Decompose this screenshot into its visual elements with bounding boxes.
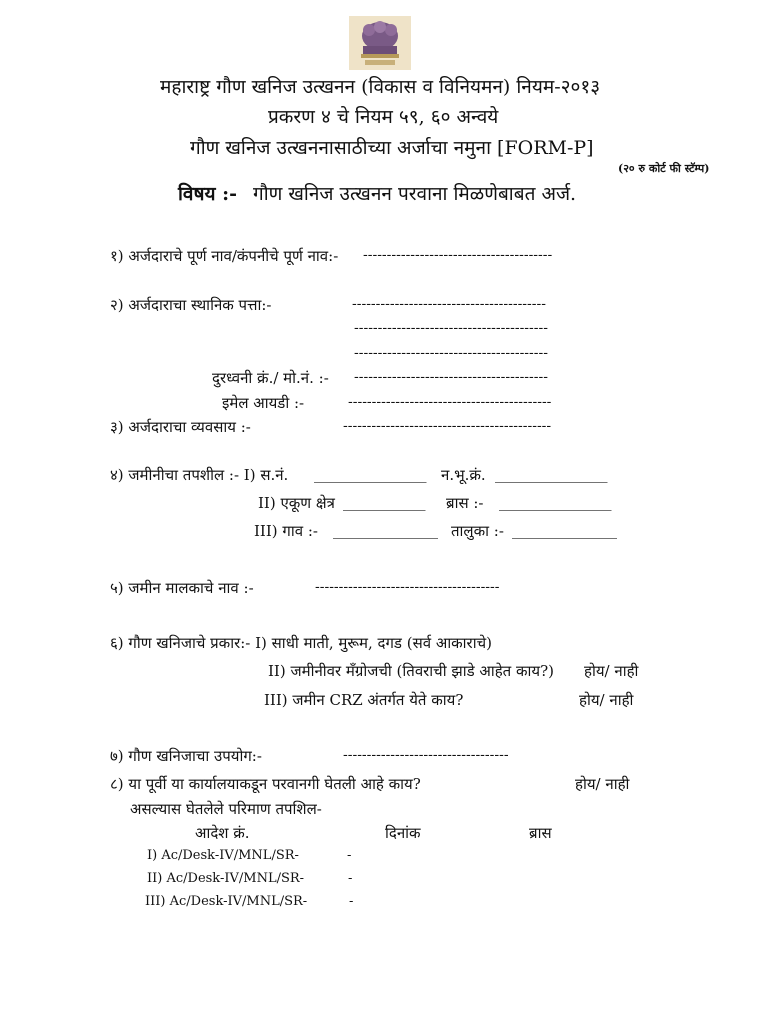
village-blank[interactable]: ______________ [333,521,438,539]
phone-line[interactable]: ----------------------------------------- [354,369,548,385]
table-row [145,894,307,909]
address-line-3[interactable]: ----------------------------------------- [354,345,548,361]
taluka-label: तालुका :- [451,522,504,540]
occupation-line[interactable]: -------------------------------------------- [343,418,552,434]
mangrove-answer[interactable]: होय/ नाही [584,662,639,680]
land-details-label: ४) जमीनीचा तपशील :- I) स.नं. [110,466,289,484]
table-row-dash: - [347,848,352,863]
subject-text: गौण खनिज उत्खनन परवाना मिळणेबाबत अर्ज. [253,183,577,205]
occupation-label: ३) अर्जदाराचा व्यवसाय :- [110,418,251,436]
city-survey-blank[interactable]: _______________ [495,465,608,483]
previous-permission-question: ८) या पूर्वी या कार्यालयाकडून परवानगी घेतली आहे काय? [110,775,421,793]
date-header: दिनांक [385,824,421,842]
mineral-use-label: ७) गौण खनिजाचा उपयोग:- [110,747,262,765]
brass-blank[interactable]: _______________ [499,493,612,511]
email-label: इमेल आयडी :- [222,394,305,412]
crz-answer[interactable]: होय/ नाही [579,691,634,709]
applicant-name-label: १) अर्जदाराचे पूर्ण नाव/कंपनीचे पूर्ण नाव:- [110,247,339,265]
table-row [147,848,299,863]
brass-label: ब्रास :- [446,494,484,512]
mineral-type-label: ६) गौण खनिजाचे प्रकार:- I) साधी माती, मुरूम, दगड (सर्व आकाराचे) [110,634,492,652]
phone-label: दुरध्वनी क्रं./ मो.नं. :- [212,369,329,387]
brass-header: ब्रास [529,824,552,842]
national-emblem-icon [349,16,411,70]
mangrove-question: II) जमीनीवर मॅंग्रोजची (तिवराची झाडे आहेत काय?) [268,662,554,680]
table-row-dash: - [348,871,353,886]
order-number-header: आदेश क्रं. [195,824,250,842]
total-area-blank[interactable]: ___________ [343,493,426,511]
city-survey-label: न.भू.क्रं. [441,466,486,484]
order-ref: II) Ac/Desk-IV/MNL/SR- [147,871,305,886]
total-area-label: II) एकूण क्षेत्र [258,494,335,512]
survey-number-blank[interactable]: _______________ [314,465,427,483]
previous-permission-answer[interactable]: होय/ नाही [575,775,630,793]
order-ref: I) Ac/Desk-IV/MNL/SR- [147,848,299,863]
crz-question: III) जमीन CRZ अंतर्गत येते काय? [264,691,464,709]
land-owner-line[interactable]: --------------------------------------- [315,579,500,595]
address-label: २) अर्जदाराचा स्थानिक पत्ता:- [110,296,272,314]
mineral-use-line[interactable]: ----------------------------------- [343,747,509,763]
quantity-details-label: असल्यास घेतलेले परिमाण तपशिल- [130,800,322,818]
taluka-blank[interactable]: ______________ [512,521,617,539]
address-line-2[interactable]: ----------------------------------------- [354,320,548,336]
email-line[interactable]: ------------------------------------------- [348,394,552,410]
subject-label: विषय :- [178,183,238,205]
table-row [147,871,304,886]
village-label: III) गाव :- [254,522,318,540]
table-row-dash: - [349,894,354,909]
stamp-note: (२० रु कोर्ट फी स्टॅम्प) [618,162,710,175]
land-owner-label: ५) जमीन मालकाचे नाव :- [110,579,254,597]
address-line-1[interactable]: ----------------------------------------- [352,296,546,312]
header-line-2: प्रकरण ४ चे नियम ५९, ६० अन्वये [268,106,499,128]
header-line-1: महाराष्ट्र गौण खनिज उत्खनन (विकास व विनियमन) नियम-२०१३ [160,76,601,98]
header-line-3: गौण खनिज उत्खननासाठीच्या अर्जाचा नमुना [FORM-P] [190,137,594,159]
applicant-name-line[interactable]: ---------------------------------------- [363,247,553,263]
order-ref: III) Ac/Desk-IV/MNL/SR- [145,894,308,909]
